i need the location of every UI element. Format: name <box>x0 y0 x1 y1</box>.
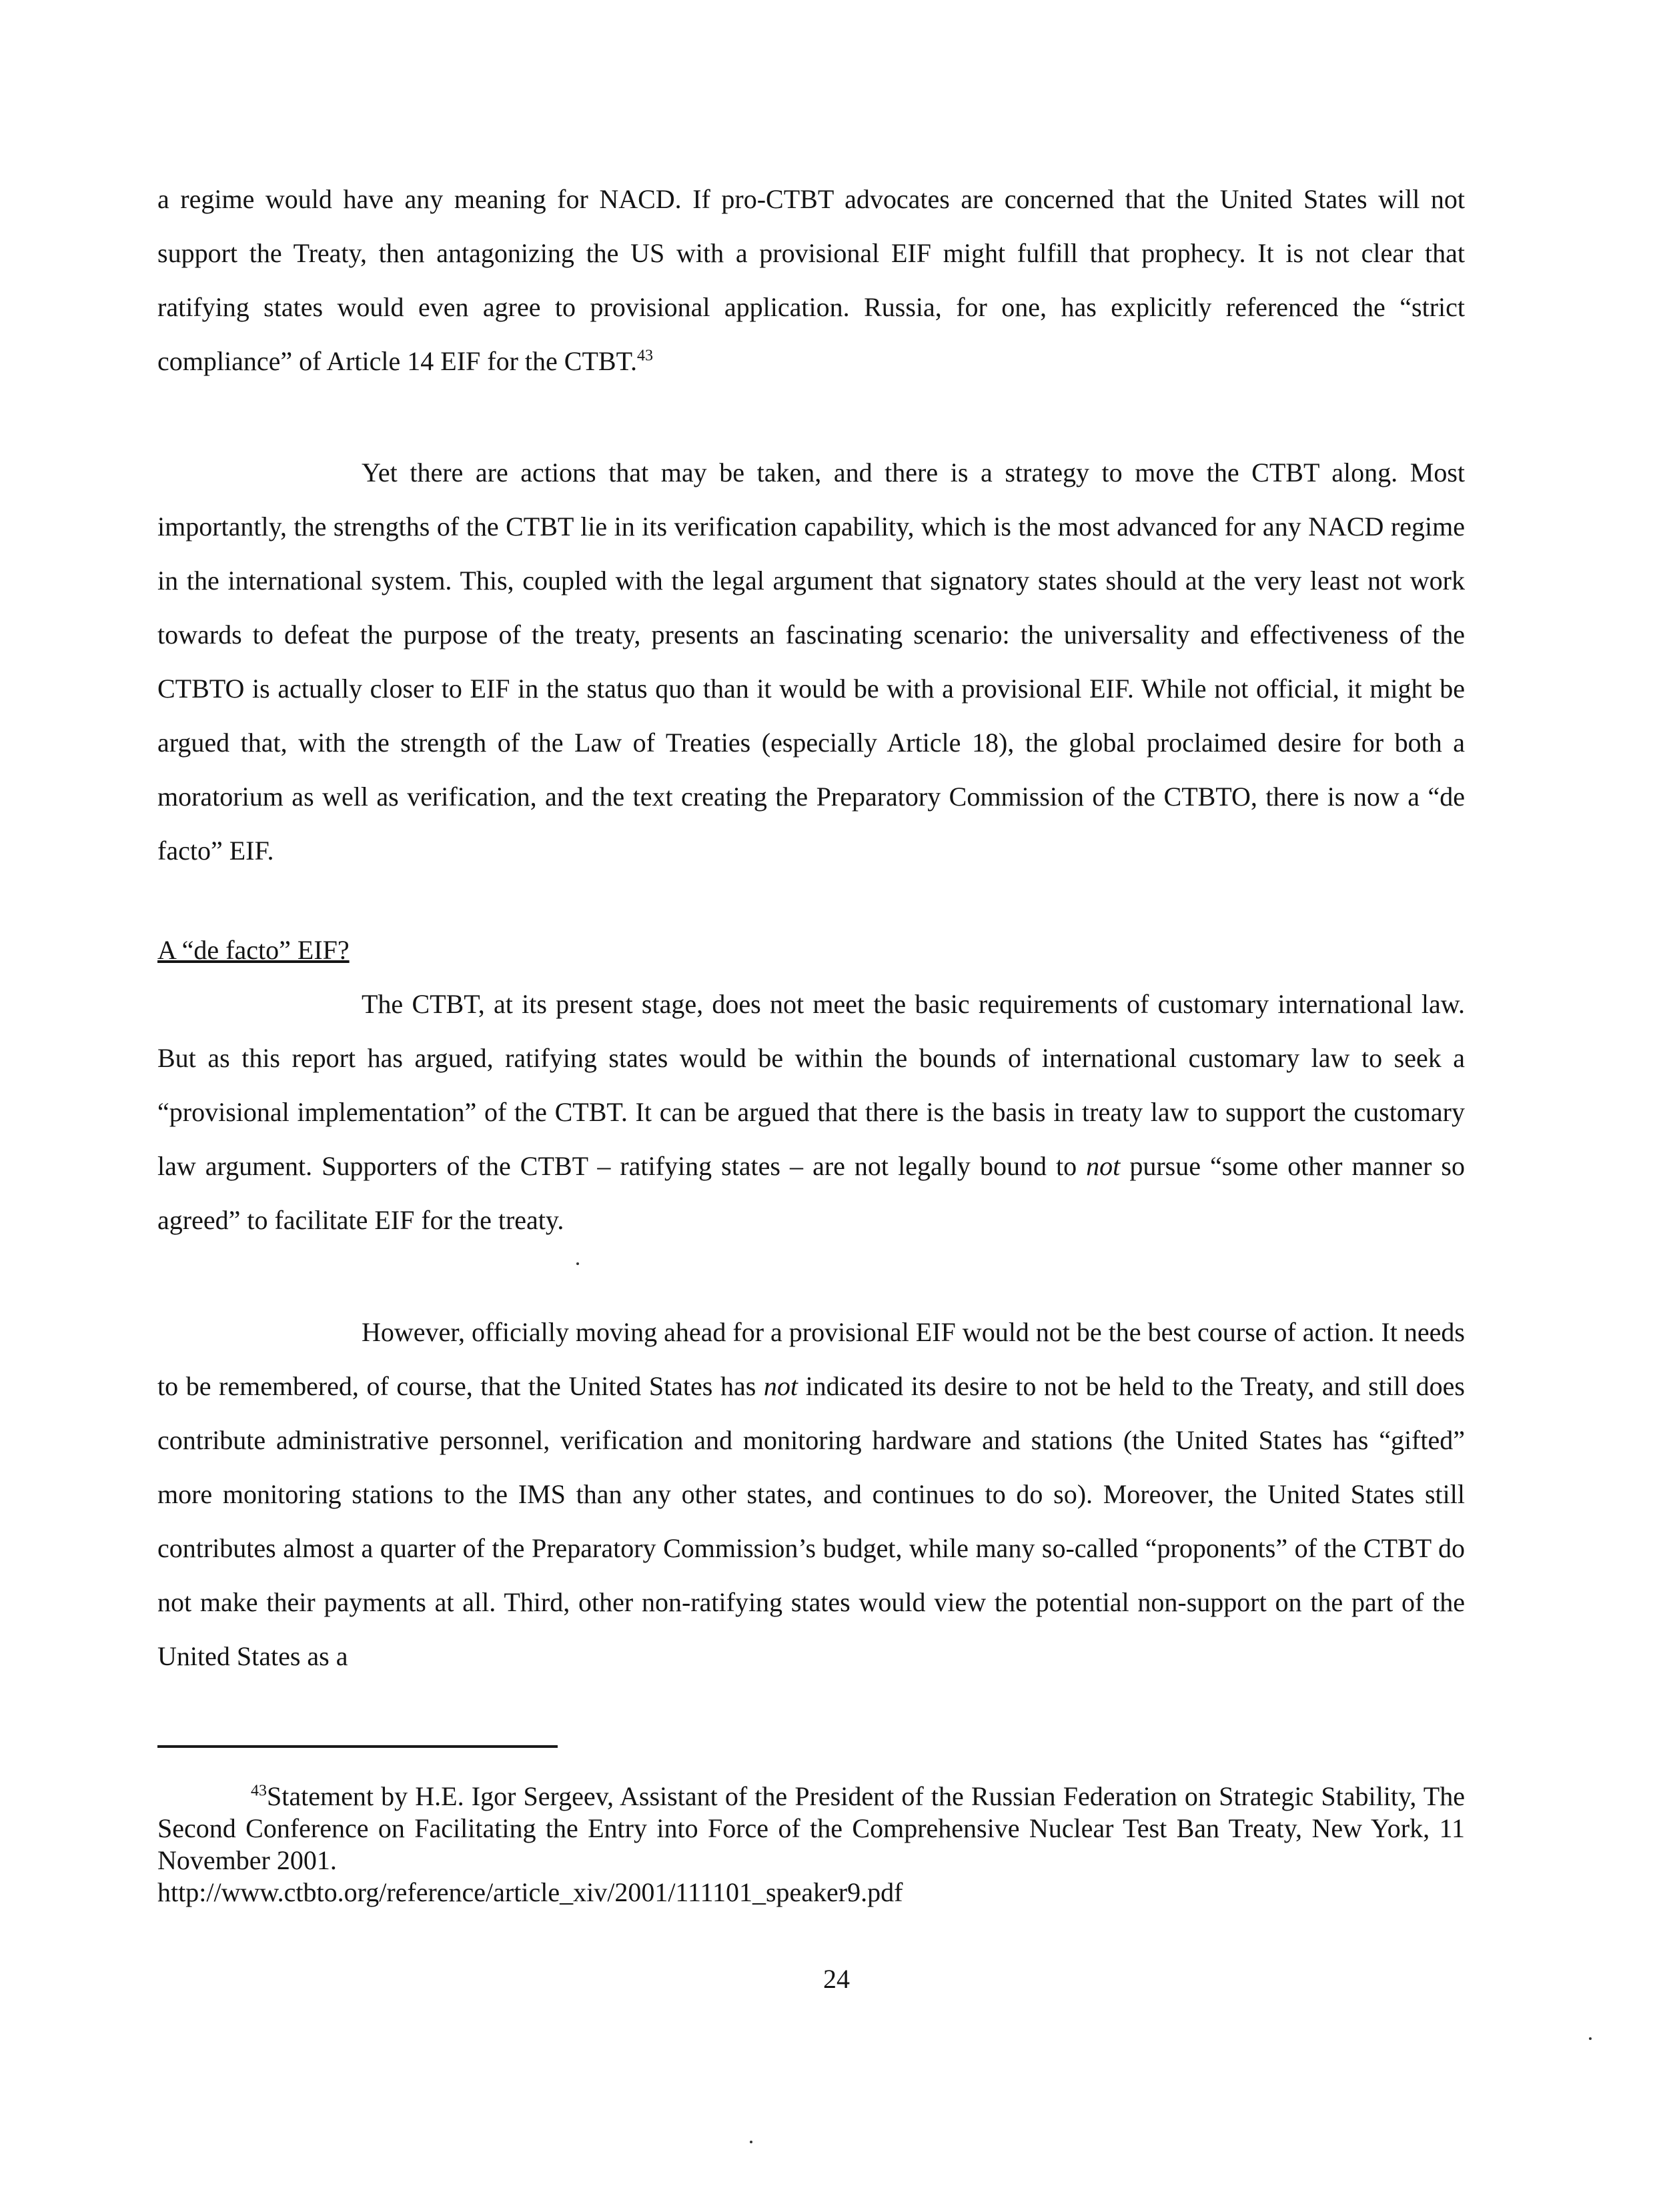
scan-speck <box>750 2141 752 2143</box>
paragraph-4-emphasis: not <box>763 1371 798 1401</box>
paragraph-3 <box>157 977 1465 1247</box>
paragraph-1 <box>157 172 1465 388</box>
footnote-number: 43 <box>251 1782 267 1800</box>
footnote-url: http://www.ctbto.org/reference/article_xiv/2001/111101_speaker9.pdf <box>157 1877 903 1907</box>
paragraph-3-text-a: The CTBT, at its present stage, does not meet the basic requirements of customary international law. But as this report has argued, ratifying states would be within the bounds of international customary law to seek a “provisional implementation” of the CTBT. It can be argued that there is the basis in treaty law to support the customary law argument. Supporters of the CTBT – ratifying states – are not legally bound to <box>157 989 1465 1181</box>
paragraph-3-text-b: pursue “some other manner so agreed” to facilitate EIF for the treaty. <box>157 1151 1465 1235</box>
footnote-text: Statement by H.E. Igor Sergeev, Assistant of the President of the Russian Federation on Strategic Stability, The Second Conference on Facilitating the Entry into Force of the Comprehensive Nuclear Test Ban Treaty, New York, 11 November 2001. <box>157 1781 1465 1875</box>
paragraph-4-text-a: However, officially moving ahead for a provisional EIF would not be the best course of action. It needs to be remembered, of course, that the United States has <box>157 1317 1465 1401</box>
paragraph-3-emphasis: not <box>1086 1151 1121 1181</box>
scan-speck <box>1589 2037 1592 2040</box>
scan-speck <box>576 1262 579 1265</box>
paragraph-1-text: a regime would have any meaning for NACD. If pro-CTBT advocates are concerned that the United States will not support the Treaty, then antagonizing the US with a provisional EIF might fulfill that prophecy. It is not clear that ratifying states would even agree to provisional application. Russia, for one, has explicitly referenced the “strict compliance” of Article 14 EIF for the CTBT. <box>157 184 1465 376</box>
section-heading: A “de facto” EIF? <box>157 935 350 965</box>
footnote <box>157 1781 1465 1909</box>
paragraph-4 <box>157 1305 1465 1683</box>
footnote-reference: 43 <box>637 347 654 365</box>
paragraph-2-text: Yet there are actions that may be taken, and there is a strategy to move the CTBT along. Most importantly, the strengths of the CTBT lie in its verification capability, which is the most advanced for any NACD regime in the international system. This, coupled with the legal argument that signatory states should at the very least not work towards to defeat the purpose of the treaty, presents an fascinating scenario: the universality and effectiveness of the CTBTO is actually closer to EIF in the status quo than it would be with a provisional EIF. While not official, it might be argued that, with the strength of the Law of Treaties (especially Article 18), the global proclaimed desire for both a moratorium as well as verification, and the text creating the Preparatory Commission of the CTBTO, there is now a “de facto” EIF. <box>157 457 1465 866</box>
paragraph-4-text-b: indicated its desire to not be held to the Treaty, and still does contribute administrative personnel, verification and monitoring hardware and stations (the United States has “gifted” more monitoring stations to the IMS than any other states, and continues to do so). Moreover, the United States still contributes almost a quarter of the Preparatory Commission’s budget, while many so-called “proponents” of the CTBT do not make their payments at all. Third, other non-ratifying states would view the potential non-support on the part of the United States as a <box>157 1371 1465 1671</box>
footnote-separator <box>157 1745 558 1748</box>
paragraph-2 <box>157 445 1465 878</box>
page-number: 24 <box>823 1964 850 1994</box>
